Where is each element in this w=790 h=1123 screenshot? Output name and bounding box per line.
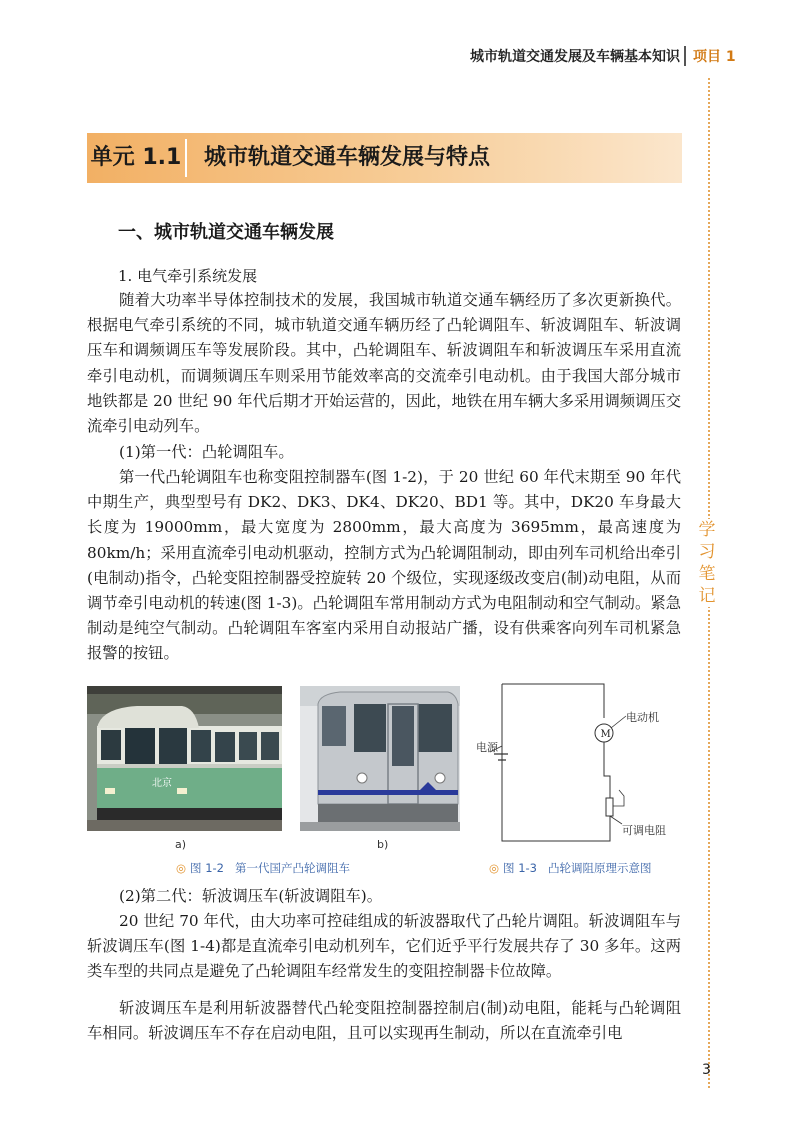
caption-bullet-icon: ◎ xyxy=(489,861,500,875)
power-label: 电源 xyxy=(476,741,498,754)
caption-figure-1-2-number: 图 1-2 xyxy=(190,861,224,875)
figure-train-b xyxy=(300,686,460,831)
header-title: 城市轨道交通发展及车辆基本知识 xyxy=(470,49,680,65)
header-project: 项目 1 xyxy=(693,49,736,65)
motor-symbol: M xyxy=(600,729,611,740)
unit-title: 城市轨道交通车辆发展与特点 xyxy=(204,145,491,170)
figure-b-label: b) xyxy=(377,838,389,851)
paragraph-3: 第一代凸轮调阻车也称变阻控制器车(图 1-2)，于 20 世纪 60 年代末期至 90 年代中期生产，典型型号有 DK2、DK3、DK4、DK20、BD1 等。其中，DK20 车身最大长度为 19000mm，最大宽度为 2800mm，最大高度为 3695mm，最高速度为 80km/h；采用直流牵引电动机驱动，控制方式为凸轮调阻制动，即由列车司机给出牵引(电制动)指令，凸轮变阻控制器受控旋转 20 个级位，实现逐级改变启(制)动电阻，从而调节牵引电动机的转速(图 1-3)。凸轮调阻车常用制动方式为电阻制动和空气制动。紧急制动是纯空气制动。凸轮调阻车客室内采用自动报站广播，设有供乘客向列车司机紧急报警的按钮。 xyxy=(87,468,681,663)
section-heading: 一、城市轨道交通车辆发展 xyxy=(118,222,334,243)
caption-bullet-icon: ◎ xyxy=(176,861,187,875)
caption-figure-1-3 xyxy=(489,860,651,876)
caption-figure-1-3-text: 凸轮调阻原理示意图 xyxy=(547,861,652,875)
caption-figure-1-2 xyxy=(176,860,350,876)
circuit-diagram xyxy=(470,676,692,846)
unit-divider xyxy=(185,139,187,177)
paragraph-6: 斩波调压车是利用斩波器替代凸轮变阻控制器控制启(制)动电阻，能耗与凸轮调阻车相同。斩波调压车不存在启动电阻，且可以实现再生制动，所以在直流牵引电 xyxy=(87,999,681,1043)
running-header xyxy=(0,38,790,74)
unit-label: 单元 1.1 xyxy=(90,145,182,170)
unit-title-bar xyxy=(87,133,682,183)
figure-train-a xyxy=(87,686,282,831)
paragraph-4: (2)第二代：斩波调压车(斩波调阻车)。 xyxy=(119,887,383,905)
page-number: 3 xyxy=(702,1062,711,1078)
paragraph-5: 20 世纪 70 年代，由大功率可控硅组成的斩波器取代了凸轮片调阻。斩波调阻车与斩波调压车(图 1-4)都是直流牵引电动机列车，它们近乎平行发展共存了 30 多年。这两类车型的共同点是避免了凸轮调阻车经常发生的变阻控制器卡位故障。 xyxy=(87,912,681,981)
paragraph-2: (1)第一代：凸轮调阻车。 xyxy=(119,443,294,461)
resistor-label: 可调电阻 xyxy=(622,824,666,837)
subheading: 1. 电气牵引系统发展 xyxy=(118,267,258,285)
caption-figure-1-2-text: 第一代国产凸轮调阻车 xyxy=(234,861,350,875)
side-note-label: 学习笔记 xyxy=(694,519,720,607)
paragraph-1: 随着大功率半导体控制技术的发展，我国城市轨道交通车辆经历了多次更新换代。根据电气牵引系统的不同，城市轨道交通车辆历经了凸轮调阻车、斩波调阻车、斩波调压车和调频调压车等发展阶段。其中，凸轮调阻车、斩波调阻车和斩波调压车采用直流牵引电动机，而调频调压车则采用节能效率高的交流牵引电动机。由于我国大部分城市地铁都是 20 世纪 90 年代后期才开始运营的，因此，地铁在用车辆大多采用调频调压交流牵引电动列车。 xyxy=(87,291,681,436)
caption-figure-1-3-number: 图 1-3 xyxy=(503,861,537,875)
figure-a-label: a) xyxy=(175,838,187,851)
train-a-name-plate: 北京 xyxy=(152,778,172,789)
motor-label: 电动机 xyxy=(626,711,659,724)
header-divider xyxy=(684,46,686,66)
